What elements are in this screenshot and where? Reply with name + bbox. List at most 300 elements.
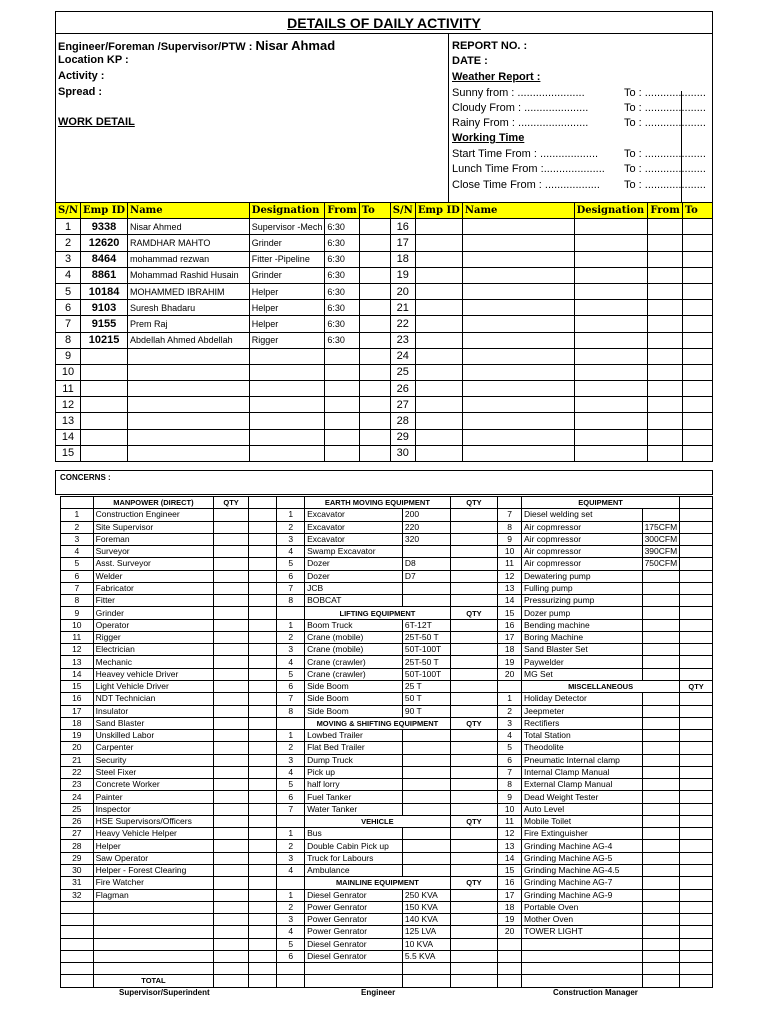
item-no: 11 [498, 815, 522, 827]
manpower-item: Helper - Forest Clearing [93, 864, 214, 876]
mid-spacer [248, 656, 277, 668]
eq-no [498, 975, 522, 987]
table-cell [462, 364, 574, 380]
report-header [55, 34, 713, 202]
equipment-spec [642, 595, 680, 607]
misc-spec [642, 815, 680, 827]
from-time: 6:30 [325, 219, 359, 235]
mid-spacer [248, 963, 277, 975]
serial-number: 6 [56, 300, 81, 316]
mid-spacer [248, 533, 277, 545]
mid-spacer [248, 546, 277, 558]
table-cell [648, 219, 682, 235]
employee-id: 9338 [81, 219, 128, 235]
item-no: 4 [277, 926, 305, 938]
serial-number: 10 [56, 364, 81, 380]
misc-item: Internal Clamp Manual [521, 766, 642, 778]
table-cell [415, 235, 462, 251]
employee-name: Mohammad Rashid Husain [128, 267, 250, 283]
item-qty [450, 595, 497, 607]
earth-item: Swamp Excavator [305, 546, 403, 558]
mp-qty [214, 533, 249, 545]
column-header: From [648, 203, 682, 219]
mid-no [277, 607, 305, 619]
mp-no: 24 [61, 791, 94, 803]
mp-item [93, 938, 214, 950]
item-no: 9 [498, 533, 522, 545]
mid-spacer [248, 595, 277, 607]
lifting-item: Side Boom [305, 693, 403, 705]
mp-qty [214, 680, 249, 692]
employee-id [81, 413, 128, 429]
engineer-field: Engineer/Foreman /Supervisor/PTW : Nisar Ahmad [58, 38, 336, 53]
qty-header: QTY [450, 607, 497, 619]
table-cell [648, 316, 682, 332]
mp-qty [214, 864, 249, 876]
employee-id [81, 381, 128, 397]
table-cell [415, 267, 462, 283]
item-no: 20 [498, 668, 522, 680]
to-close: To : .................... [624, 179, 706, 191]
table-cell [415, 445, 462, 461]
mainline-item: Power Genrator [305, 914, 403, 926]
weather-label: Weather Report : [452, 71, 541, 83]
item-spec [402, 864, 450, 876]
mainline-item: Power Genrator [305, 926, 403, 938]
table-cell [648, 348, 682, 364]
misc-spec [642, 766, 680, 778]
serial-number: 14 [56, 429, 81, 445]
item-no: 7 [277, 803, 305, 815]
mid-spacer [248, 631, 277, 643]
mid-spacer [248, 509, 277, 521]
mp-no: 19 [61, 730, 94, 742]
mid-spacer [248, 607, 277, 619]
eq-spec [642, 950, 680, 962]
supervisor-signature: Supervisor/Superindent [119, 988, 210, 997]
table-cell [648, 429, 682, 445]
table-row [61, 582, 713, 594]
serial-number: 1 [56, 219, 81, 235]
item-spec: 200 [402, 509, 450, 521]
item-no: 11 [498, 558, 522, 570]
eq-qty [680, 644, 713, 656]
sheet-title: DETAILS OF DAILY ACTIVITY [55, 11, 713, 34]
mid-spacer [248, 619, 277, 631]
designation: Fitter -Pipeline [249, 251, 325, 267]
table-cell [415, 413, 462, 429]
mid-spacer [248, 668, 277, 680]
vehicle-item: Double Cabin Pick up [305, 840, 403, 852]
table-row [61, 840, 713, 852]
mid-spacer [248, 558, 277, 570]
mp-qty [214, 914, 249, 926]
serial-number: 11 [56, 381, 81, 397]
manpower-item: Carpenter [93, 742, 214, 754]
equipment-item: Paywelder [521, 656, 642, 668]
mp-qty [214, 668, 249, 680]
eq-qty [680, 595, 713, 607]
table-row [56, 429, 713, 445]
mp-no: 7 [61, 582, 94, 594]
eq-qty [680, 668, 713, 680]
mp-no: 13 [61, 656, 94, 668]
misc-qty [680, 803, 713, 815]
eq-no [498, 938, 522, 950]
mp-qty [214, 766, 249, 778]
employee-id [81, 429, 128, 445]
mid-spacer [248, 766, 277, 778]
designation: Helper [249, 300, 325, 316]
table-cell [462, 300, 574, 316]
table-cell [682, 300, 712, 316]
misc-qty [680, 852, 713, 864]
mid-spacer [248, 901, 277, 913]
item-no: 3 [277, 533, 305, 545]
item-spec: 125 LVA [402, 926, 450, 938]
mid-spacer [248, 680, 277, 692]
item-no: 14 [498, 595, 522, 607]
item-no: 6 [277, 680, 305, 692]
misc-item: Grinding Machine AG-9 [521, 889, 642, 901]
item-no: 1 [277, 828, 305, 840]
serial-number: 4 [56, 267, 81, 283]
eq-qty [680, 533, 713, 545]
spread-label: Spread : [58, 86, 103, 98]
item-qty [450, 631, 497, 643]
from-time: 6:30 [325, 283, 359, 299]
misc-item: Total Station [521, 730, 642, 742]
vehicle-item: Truck for Labours [305, 852, 403, 864]
table-row [61, 644, 713, 656]
item-spec: 140 KVA [402, 914, 450, 926]
mp-no [61, 938, 94, 950]
item-qty [450, 914, 497, 926]
column-header: Emp ID [81, 203, 128, 219]
moving-item: Lowbed Trailer [305, 730, 403, 742]
serial-number: 26 [390, 381, 415, 397]
column-header: Name [462, 203, 574, 219]
item-no: 8 [498, 521, 522, 533]
to-time [359, 251, 390, 267]
to-time [359, 348, 390, 364]
table-row [61, 864, 713, 876]
item-no: 3 [277, 852, 305, 864]
employee-id: 12620 [81, 235, 128, 251]
mp-item [93, 901, 214, 913]
item-no: 8 [498, 779, 522, 791]
mp-item [93, 926, 214, 938]
item-spec: 10 KVA [402, 938, 450, 950]
misc-spec [642, 828, 680, 840]
table-row [56, 267, 713, 283]
to-time [359, 235, 390, 251]
table-row [61, 914, 713, 926]
employee-name [128, 348, 250, 364]
table-cell [648, 283, 682, 299]
mid-qty [450, 963, 497, 975]
mp-no [61, 963, 94, 975]
serial-number: 28 [390, 413, 415, 429]
manpower-item: Grinder [93, 607, 214, 619]
table-row [61, 852, 713, 864]
item-no: 2 [277, 742, 305, 754]
to-time [359, 413, 390, 429]
misc-spec [642, 852, 680, 864]
table-cell [574, 413, 648, 429]
header-divider [448, 34, 449, 202]
eq-qty [680, 521, 713, 533]
item-spec [402, 546, 450, 558]
item-no: 12 [498, 570, 522, 582]
mp-no: 29 [61, 852, 94, 864]
equipment-spec [642, 570, 680, 582]
misc-item: TOWER LIGHT [521, 926, 642, 938]
column-header: Name [128, 203, 250, 219]
serial-number: 5 [56, 283, 81, 299]
table-cell [462, 283, 574, 299]
earth-item: Dozer [305, 558, 403, 570]
eq-qty [680, 619, 713, 631]
item-qty [450, 864, 497, 876]
item-no: 15 [498, 864, 522, 876]
designation: Helper [249, 283, 325, 299]
item-spec: 220 [402, 521, 450, 533]
mp-no: 16 [61, 693, 94, 705]
moving-item: Water Tanker [305, 803, 403, 815]
item-spec: 25 T [402, 680, 450, 692]
mp-qty [214, 889, 249, 901]
employee-name [128, 381, 250, 397]
item-no: 5 [277, 668, 305, 680]
employee-id [81, 348, 128, 364]
table-cell [682, 364, 712, 380]
mp-qty [214, 840, 249, 852]
misc-qty [680, 889, 713, 901]
to-rainy: To : .................... [624, 117, 706, 129]
misc-spec [642, 901, 680, 913]
eq-qty [680, 975, 713, 987]
serial-number: 15 [56, 445, 81, 461]
equipment-spec [642, 644, 680, 656]
date-label: DATE : [452, 55, 488, 67]
item-no: 16 [498, 619, 522, 631]
item-spec: D8 [402, 558, 450, 570]
item-no: 18 [498, 644, 522, 656]
mainline-item: Diesel Genrator [305, 950, 403, 962]
mp-qty [214, 901, 249, 913]
mid-spacer [248, 815, 277, 827]
item-no: 4 [277, 766, 305, 778]
cloudy-field: Cloudy From : ..................... [452, 102, 589, 114]
eq-no [498, 950, 522, 962]
equipment-item: Air copmressor [521, 533, 642, 545]
item-no: 7 [498, 509, 522, 521]
item-no: 3 [277, 914, 305, 926]
serial-number: 22 [390, 316, 415, 332]
daily-activity-sheet [55, 11, 713, 1001]
earth-item: BOBCAT [305, 595, 403, 607]
mid-spacer [248, 693, 277, 705]
manpower-item: Surveyor [93, 546, 214, 558]
mp-no: 9 [61, 607, 94, 619]
mp-qty [214, 595, 249, 607]
eq-qty [680, 558, 713, 570]
mid-spec [402, 975, 450, 987]
table-cell [682, 219, 712, 235]
eq-qty [680, 570, 713, 582]
item-no: 8 [277, 705, 305, 717]
table-row [61, 558, 713, 570]
table-cell [462, 332, 574, 348]
misc-item: Dead Weight Tester [521, 791, 642, 803]
table-row [61, 595, 713, 607]
table-row [61, 717, 713, 729]
table-row [56, 235, 713, 251]
designation [249, 348, 325, 364]
mid-no [277, 975, 305, 987]
table-cell [574, 332, 648, 348]
mp-no: 21 [61, 754, 94, 766]
misc-spec [642, 754, 680, 766]
column-header: S/N [390, 203, 415, 219]
to-time [359, 316, 390, 332]
table-row [61, 963, 713, 975]
item-qty [450, 889, 497, 901]
item-spec: 50T-100T [402, 668, 450, 680]
table-row [56, 348, 713, 364]
item-no: 7 [498, 766, 522, 778]
designation [249, 413, 325, 429]
qty-header: QTY [450, 815, 497, 827]
item-no: 3 [277, 754, 305, 766]
serial-number: 20 [390, 283, 415, 299]
table-row [61, 546, 713, 558]
from-time: 6:30 [325, 316, 359, 332]
eq-spec [642, 963, 680, 975]
table-row [61, 607, 713, 619]
item-qty [450, 570, 497, 582]
mid-spacer [248, 582, 277, 594]
mp-qty [214, 570, 249, 582]
table-cell [648, 267, 682, 283]
from-time [325, 348, 359, 364]
mp-no: 28 [61, 840, 94, 852]
misc-item: Holiday Detector [521, 693, 642, 705]
eq-qty [680, 546, 713, 558]
table-row [61, 730, 713, 742]
misc-qty [680, 840, 713, 852]
mp-qty [214, 693, 249, 705]
mp-qty [214, 546, 249, 558]
item-no: 1 [277, 730, 305, 742]
equipment-header: EQUIPMENT [521, 497, 679, 509]
item-no: 1 [498, 693, 522, 705]
employee-id: 10215 [81, 332, 128, 348]
item-qty [450, 852, 497, 864]
misc-qty [680, 742, 713, 754]
misc-qty [680, 717, 713, 729]
item-qty [450, 779, 497, 791]
mid-spacer [248, 926, 277, 938]
eq-qty [680, 631, 713, 643]
employee-id: 9155 [81, 316, 128, 332]
table-cell [682, 316, 712, 332]
item-no: 19 [498, 914, 522, 926]
table-cell [574, 364, 648, 380]
designation: Supervisor -Mech [249, 219, 325, 235]
manpower-item: Electrician [93, 644, 214, 656]
close-time-field: Close Time From : .................. [452, 179, 600, 191]
item-no: 1 [277, 619, 305, 631]
table-cell [574, 219, 648, 235]
eq-qty [680, 497, 713, 509]
mid-spacer [248, 497, 277, 509]
table-cell [574, 381, 648, 397]
mid-item [305, 975, 403, 987]
item-qty [450, 754, 497, 766]
table-cell [648, 413, 682, 429]
mp-no: 1 [61, 509, 94, 521]
serial-number: 25 [390, 364, 415, 380]
to-lunch: To : .................... [624, 163, 706, 175]
item-no: 7 [277, 582, 305, 594]
table-cell [648, 300, 682, 316]
column-header: Designation [249, 203, 325, 219]
employee-name: Nisar Ahmed [128, 219, 250, 235]
misc-spec [642, 705, 680, 717]
vehicle-item: Ambulance [305, 864, 403, 876]
item-qty [450, 558, 497, 570]
mp-no: 8 [61, 595, 94, 607]
table-cell [682, 235, 712, 251]
employee-id [81, 445, 128, 461]
mainline-item: Power Genrator [305, 901, 403, 913]
equipment-spec [642, 656, 680, 668]
mid-spacer [248, 877, 277, 889]
mid-spacer [248, 803, 277, 815]
item-spec [402, 766, 450, 778]
equipment-item: Diesel welding set [521, 509, 642, 521]
item-no: 2 [277, 521, 305, 533]
item-no: 5 [277, 558, 305, 570]
mid-spec [402, 963, 450, 975]
mp-no: 30 [61, 864, 94, 876]
earth-item: Excavator [305, 509, 403, 521]
mid-spacer [248, 742, 277, 754]
misc-item: Pneumatic Internal clamp [521, 754, 642, 766]
employee-table [55, 202, 713, 462]
item-no: 5 [277, 938, 305, 950]
item-spec [402, 742, 450, 754]
table-row [56, 300, 713, 316]
mp-no: 3 [61, 533, 94, 545]
employee-name: Prem Raj [128, 316, 250, 332]
mp-no: 17 [61, 705, 94, 717]
eq-item [521, 950, 642, 962]
eq-qty [680, 607, 713, 619]
mp-no: 10 [61, 619, 94, 631]
manpower-item: Insulator [93, 705, 214, 717]
misc-spec [642, 889, 680, 901]
activity-label: Activity : [58, 70, 105, 82]
manpower-item: NDT Technician [93, 693, 214, 705]
table-cell [648, 332, 682, 348]
table-row [61, 901, 713, 913]
table-row [56, 251, 713, 267]
misc-item: Auto Level [521, 803, 642, 815]
mp-no: 31 [61, 877, 94, 889]
